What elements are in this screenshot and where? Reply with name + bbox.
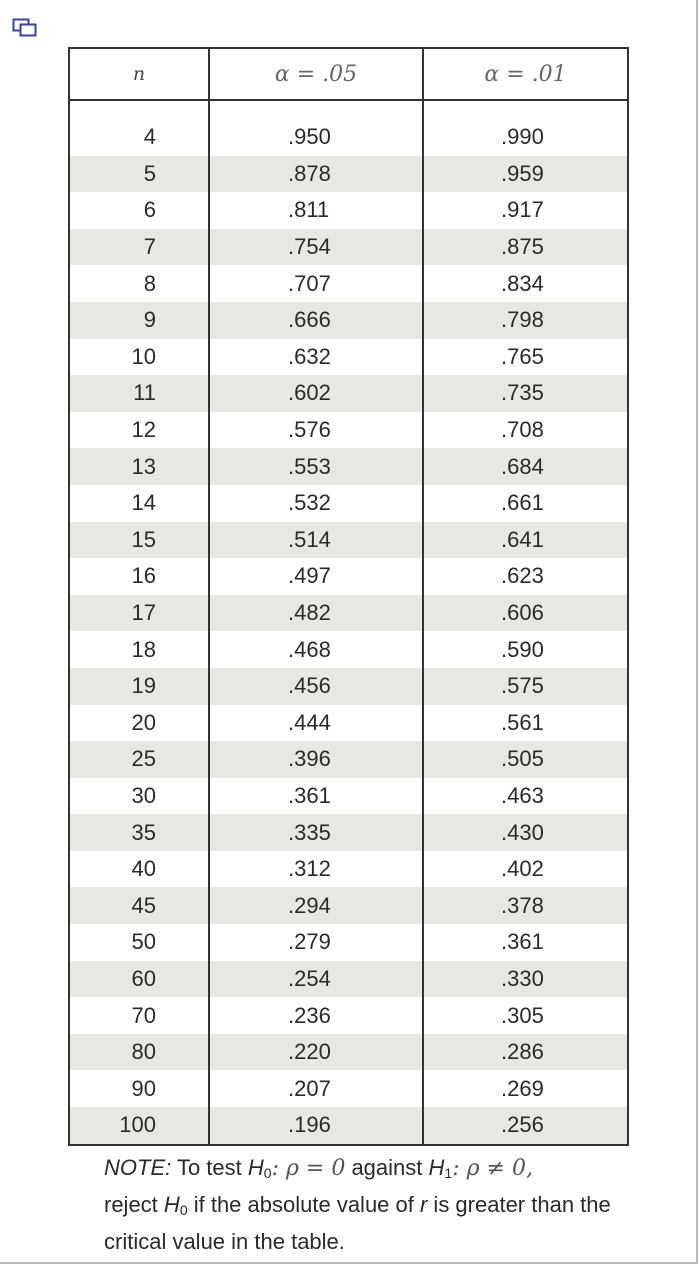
cell-alpha-01: .661	[423, 485, 628, 522]
critical-values-table-wrapper	[68, 47, 627, 1146]
cell-alpha-05: .254	[209, 961, 423, 998]
table-row	[69, 119, 628, 156]
cell-alpha-05: .335	[209, 814, 423, 851]
table-row	[69, 1107, 628, 1145]
header-alpha-05: α = .05	[209, 48, 423, 100]
cell-alpha-05: .482	[209, 595, 423, 632]
table-row	[69, 339, 628, 376]
cell-alpha-01: .575	[423, 668, 628, 705]
cell-alpha-05: .497	[209, 558, 423, 595]
cell-n: 50	[131, 929, 156, 955]
cell-alpha-01: .561	[423, 705, 628, 742]
cell-alpha-01: .286	[423, 1034, 628, 1071]
cell-alpha-01: .990	[423, 119, 628, 156]
cell-alpha-01: .708	[423, 412, 628, 449]
cell-n: 8	[143, 270, 156, 296]
table-row	[69, 375, 628, 412]
table-row	[69, 522, 628, 559]
cell-n: 7	[69, 229, 209, 266]
table-row	[69, 851, 628, 888]
table-row	[69, 961, 628, 998]
cell-n: 5	[69, 156, 209, 193]
cell-n: 100	[69, 1107, 209, 1145]
cell-n: 12	[131, 417, 156, 443]
cell-alpha-05: .220	[209, 1034, 423, 1071]
cell-alpha-05: .361	[209, 778, 423, 815]
table-row	[69, 302, 628, 339]
table-row	[69, 448, 628, 485]
cell-n: 15	[69, 522, 209, 559]
cell-alpha-05: .632	[209, 339, 423, 376]
table-row	[69, 192, 628, 229]
header-alpha-01: α = .01	[423, 48, 628, 100]
cell-alpha-05: .236	[209, 997, 423, 1034]
cell-n: 14	[131, 490, 156, 516]
cell-alpha-01: .590	[423, 631, 628, 668]
table-row	[69, 668, 628, 705]
cell-n: 90	[131, 1075, 156, 1101]
cell-alpha-05: .707	[209, 265, 423, 302]
table-row	[69, 1034, 628, 1071]
cell-alpha-01: .330	[423, 961, 628, 998]
cell-alpha-01: .623	[423, 558, 628, 595]
cell-n: 13	[69, 448, 209, 485]
cell-alpha-01: .305	[423, 997, 628, 1034]
cell-n: 60	[69, 961, 209, 998]
cell-alpha-01: .917	[423, 192, 628, 229]
cell-n: 40	[131, 856, 156, 882]
table-spacer-row	[69, 100, 628, 119]
table-row	[69, 1070, 628, 1107]
cell-alpha-05: .811	[209, 192, 423, 229]
table-row	[69, 229, 628, 266]
cell-n: 25	[69, 741, 209, 778]
cell-n: 4	[143, 124, 156, 150]
cell-alpha-05: .396	[209, 741, 423, 778]
cell-alpha-01: .361	[423, 924, 628, 961]
table-row	[69, 887, 628, 924]
table-row	[69, 705, 628, 742]
table-row	[69, 485, 628, 522]
cell-alpha-01: .735	[423, 375, 628, 412]
cell-alpha-05: .294	[209, 887, 423, 924]
cell-alpha-01: .402	[423, 851, 628, 888]
cell-alpha-05: .279	[209, 924, 423, 961]
table-row	[69, 412, 628, 449]
cell-alpha-01: .834	[423, 265, 628, 302]
table-row	[69, 814, 628, 851]
cell-n: 6	[143, 197, 156, 223]
cell-alpha-01: .959	[423, 156, 628, 193]
popout-window-icon[interactable]	[12, 18, 38, 38]
cell-n: 20	[131, 709, 156, 735]
cell-n: 80	[69, 1034, 209, 1071]
table-row	[69, 924, 628, 961]
table-note: NOTE: To test $H_0$: ρ = 0 against $H_1$: ρ ≠ 0, reject $H_0$ if the absolute value of r is greater than the critical value in the table.	[104, 1155, 611, 1254]
cell-n: 45	[69, 887, 209, 924]
cell-alpha-01: .378	[423, 887, 628, 924]
cell-n: 35	[69, 814, 209, 851]
cell-alpha-01: .798	[423, 302, 628, 339]
cell-alpha-05: .950	[209, 119, 423, 156]
cell-alpha-01: .430	[423, 814, 628, 851]
cell-alpha-05: .532	[209, 485, 423, 522]
cell-n: 10	[131, 343, 156, 369]
cell-alpha-05: .196	[209, 1107, 423, 1145]
cell-alpha-01: .505	[423, 741, 628, 778]
cell-n: 11	[69, 375, 209, 412]
cell-alpha-01: .606	[423, 595, 628, 632]
cell-alpha-01: .684	[423, 448, 628, 485]
table-row	[69, 741, 628, 778]
cell-alpha-05: .666	[209, 302, 423, 339]
cell-alpha-05: .754	[209, 229, 423, 266]
table-header-row	[69, 48, 628, 100]
cell-alpha-01: .463	[423, 778, 628, 815]
critical-values-table	[68, 47, 629, 1146]
table-row	[69, 156, 628, 193]
cell-alpha-05: .878	[209, 156, 423, 193]
cell-n: 18	[131, 636, 156, 662]
cell-alpha-05: .514	[209, 522, 423, 559]
cell-alpha-05: .576	[209, 412, 423, 449]
cell-alpha-05: .444	[209, 705, 423, 742]
cell-alpha-05: .456	[209, 668, 423, 705]
cell-alpha-05: .553	[209, 448, 423, 485]
note-label: NOTE:	[104, 1155, 172, 1180]
cell-alpha-01: .641	[423, 522, 628, 559]
cell-alpha-01: .269	[423, 1070, 628, 1107]
cell-alpha-01: .256	[423, 1107, 628, 1145]
cell-n: 9	[69, 302, 209, 339]
cell-n: 17	[69, 595, 209, 632]
cell-alpha-05: .207	[209, 1070, 423, 1107]
header-n: n	[69, 48, 209, 100]
cell-n: 19	[69, 668, 209, 705]
table-row	[69, 558, 628, 595]
cell-alpha-01: .765	[423, 339, 628, 376]
table-row	[69, 265, 628, 302]
cell-alpha-05: .602	[209, 375, 423, 412]
cell-n: 70	[131, 1002, 156, 1028]
table-row	[69, 778, 628, 815]
cell-n: 30	[131, 782, 156, 808]
cell-alpha-01: .875	[423, 229, 628, 266]
cell-alpha-05: .312	[209, 851, 423, 888]
table-row	[69, 595, 628, 632]
cell-n: 16	[131, 563, 156, 589]
table-row	[69, 631, 628, 668]
table-row	[69, 997, 628, 1034]
cell-alpha-05: .468	[209, 631, 423, 668]
